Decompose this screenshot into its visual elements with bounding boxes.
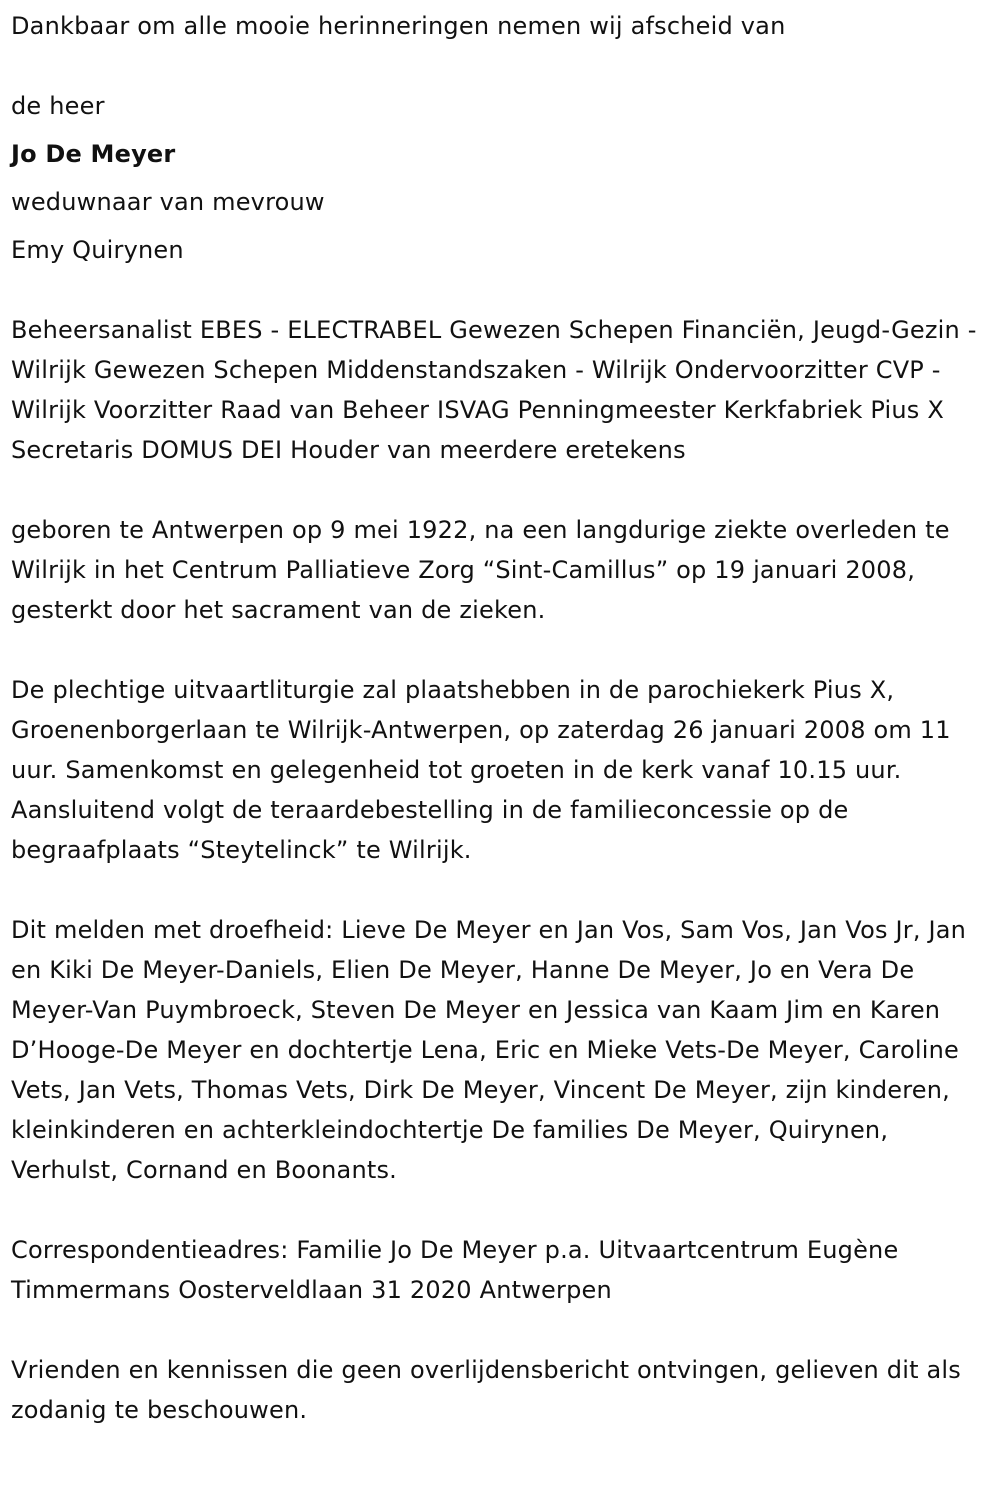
closing-paragraph: Vrienden en kennissen die geen overlijdensbericht ontvingen, gelieven dit als zodanig te beschouwen. (11, 1356, 961, 1424)
birth-death-paragraph: geboren te Antwerpen op 9 mei 1922, na een langdurige ziekte overleden te Wilrijk in het Centrum Palliatieve Zorg “Sint-Camillus” op 19 januari 2008, gesterkt door het sacrament van de zieken. (11, 516, 950, 624)
titles-paragraph: Beheersanalist EBES - ELECTRABEL Gewezen Schepen Financiën, Jeugd-Gezin - Wilrijk Gewezen Schepen Middenstandszaken - Wilrijk Ondervoorzitter CVP - Wilrijk Voorzitter Raad van Beheer ISVAG Penningmeester Kerkfabriek Pius X Secretaris DOMUS DEI Houder van meerdere eretekens (11, 316, 977, 464)
ceremony-paragraph: De plechtige uitvaartliturgie zal plaatshebben in de parochiekerk Pius X, Groenenborgerlaan te Wilrijk-Antwerpen, op zaterdag 26 januari 2008 om 11 uur. Samenkomst en gelegenheid tot groeten in de kerk vanaf 10.15 uur. Aansluitend volgt de teraardebestelling in de familieconcessie op de begraafplaats “Steytelinck” te Wilrijk. (11, 676, 951, 864)
obituary-notice (11, 0, 993, 1430)
intro-text: Dankbaar om alle mooie herinneringen nemen wij afscheid van (11, 12, 786, 40)
correspondence-paragraph: Correspondentieadres: Familie Jo De Meyer p.a. Uitvaartcentrum Eugène Timmermans Oosterveldlaan 31 2020 Antwerpen (11, 1236, 899, 1304)
deceased-name: Jo De Meyer (11, 140, 176, 168)
widower-line: weduwnaar van mevrouw (11, 188, 325, 216)
salutation: de heer (11, 92, 105, 120)
family-paragraph: Dit melden met droefheid: Lieve De Meyer en Jan Vos, Sam Vos, Jan Vos Jr, Jan en Kiki De Meyer-Daniels, Elien De Meyer, Hanne De Meyer, Jo en Vera De Meyer-Van Puymbroeck, Steven De Meyer en Jessica van Kaam Jim en Karen D’Hooge-De Meyer en dochtertje Lena, Eric en Mieke Vets-De Meyer, Caroline Vets, Jan Vets, Thomas Vets, Dirk De Meyer, Vincent De Meyer, zijn kinderen, kleinkinderen en achterkleindochtertje De families De Meyer, Quirynen, Verhulst, Cornand en Boonants. (11, 916, 967, 1184)
spouse-name: Emy Quirynen (11, 236, 184, 264)
